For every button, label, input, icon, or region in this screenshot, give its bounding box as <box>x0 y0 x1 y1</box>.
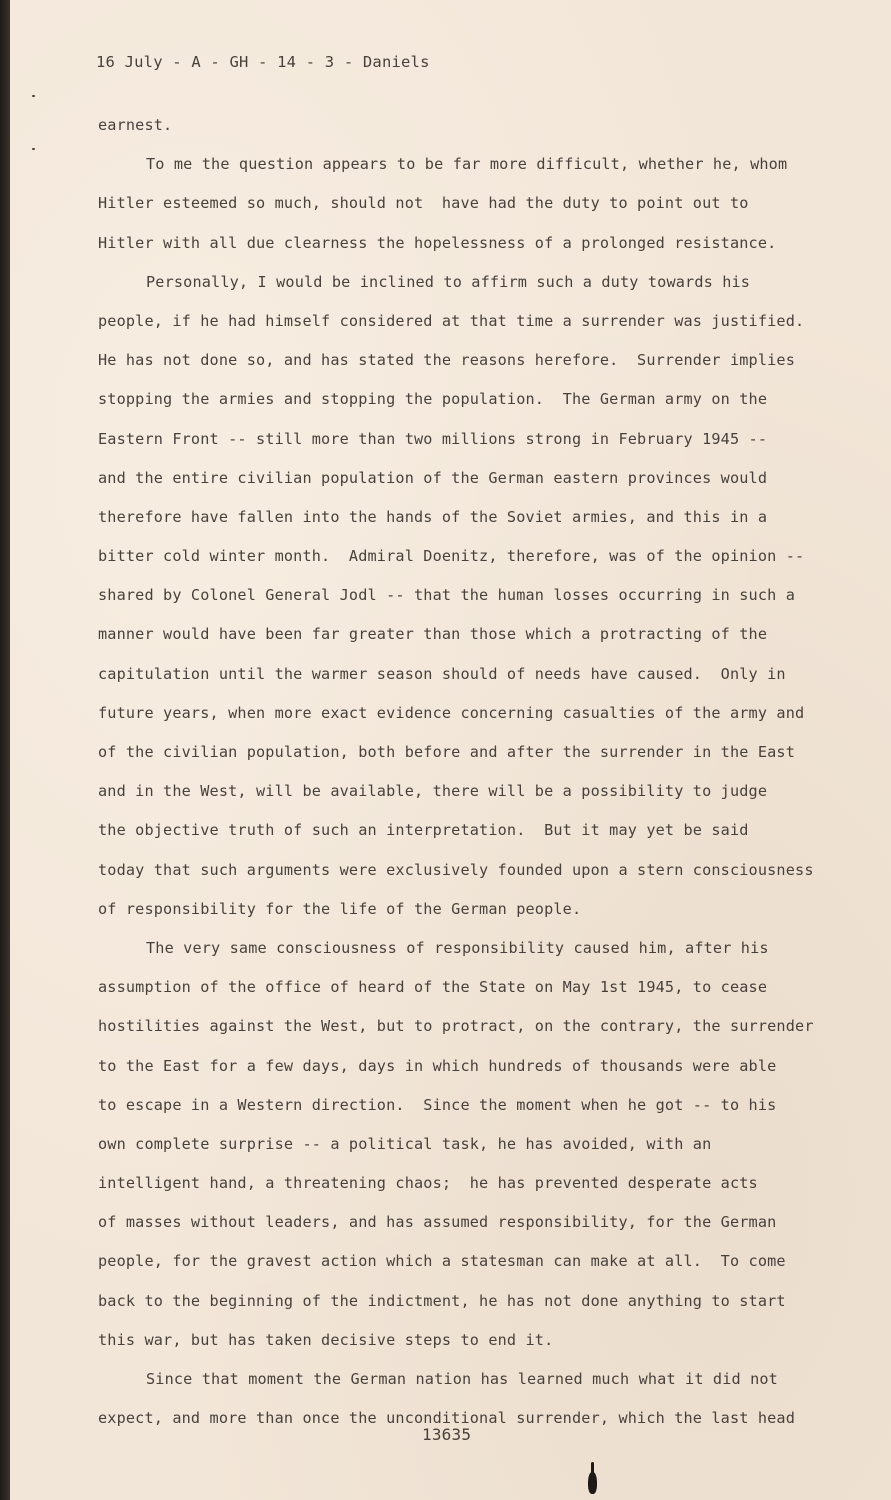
text-line: To me the question appears to be far more difficult, whether he, whom <box>146 155 788 174</box>
text-line: hostilities against the West, but to protract, on the contrary, the surrender <box>98 1017 814 1036</box>
text-line: this war, but has taken decisive steps to end it. <box>98 1330 554 1349</box>
text-line: expect, and more than once the unconditional surrender, which the last head <box>98 1409 796 1428</box>
scan-left-edge <box>0 0 10 1500</box>
text-line: people, if he had himself considered at that time a surrender was justified. <box>98 311 805 330</box>
text-line: the objective truth of such an interpretation. But it may yet be said <box>98 821 749 840</box>
text-line: to the East for a few days, days in which hundreds of thousands were able <box>98 1056 777 1075</box>
text-line: Hitler with all due clearness the hopelessness of a prolonged resistance. <box>98 233 777 252</box>
document-page <box>10 0 891 1500</box>
text-line: Eastern Front -- still more than two millions strong in February 1945 -- <box>98 429 768 448</box>
text-line: and the entire civilian population of the German eastern provinces would <box>98 468 768 487</box>
text-line: stopping the armies and stopping the population. The German army on the <box>98 390 768 409</box>
text-line: of the civilian population, both before and after the surrender in the East <box>98 743 796 761</box>
text-line: therefore have fallen into the hands of the Soviet armies, and this in a <box>98 507 768 526</box>
text-line: bitter cold winter month. Admiral Doenitz, therefore, was of the opinion -- <box>98 547 805 566</box>
text-line: and in the West, will be available, there will be a possibility to judge <box>98 782 768 801</box>
page-header: 16 July - A - GH - 14 - 3 - Daniels <box>96 53 430 71</box>
text-line: shared by Colonel General Jodl -- that the human losses occurring in such a <box>98 586 796 605</box>
text-line: Since that moment the German nation has learned much what it did not <box>146 1370 778 1388</box>
text-line: to escape in a Western direction. Since the moment when he got -- to his <box>98 1095 777 1114</box>
margin-mark <box>32 95 35 97</box>
text-line: The very same consciousness of responsibility caused him, after his <box>146 938 769 957</box>
text-line: He has not done so, and has stated the reasons herefore. Surrender implies <box>98 351 796 370</box>
text-line: earnest. <box>98 116 173 134</box>
text-line: assumption of the office of heard of the State on May 1st 1945, to cease <box>98 978 768 997</box>
text-line: intelligent hand, a threatening chaos; he has prevented desperate acts <box>98 1174 758 1193</box>
ink-blot <box>588 1472 597 1494</box>
text-line: people, for the gravest action which a statesman can make at all. To come <box>98 1252 786 1271</box>
text-line: manner would have been far greater than those which a protracting of the <box>98 625 768 644</box>
text-line: today that such arguments were exclusively founded upon a stern consciousness <box>98 860 814 879</box>
text-line: back to the beginning of the indictment, he has not done anything to start <box>98 1291 786 1310</box>
text-line: future years, when more exact evidence concerning casualties of the army and <box>98 703 805 722</box>
body-text <box>98 114 858 1446</box>
page-number: 13635 <box>422 1425 472 1444</box>
margin-mark <box>32 148 35 150</box>
text-line: own complete surprise -- a political task, he has avoided, with an <box>98 1134 712 1153</box>
text-line: capitulation until the warmer season should of needs have caused. Only in <box>98 664 786 683</box>
text-line: Hitler esteemed so much, should not have had the duty to point out to <box>98 194 749 213</box>
text-line: of responsibility for the life of the German people. <box>98 899 582 918</box>
text-line: of masses without leaders, and has assumed responsibility, for the German <box>98 1213 777 1232</box>
text-line: Personally, I would be inclined to affirm such a duty towards his <box>146 272 751 291</box>
